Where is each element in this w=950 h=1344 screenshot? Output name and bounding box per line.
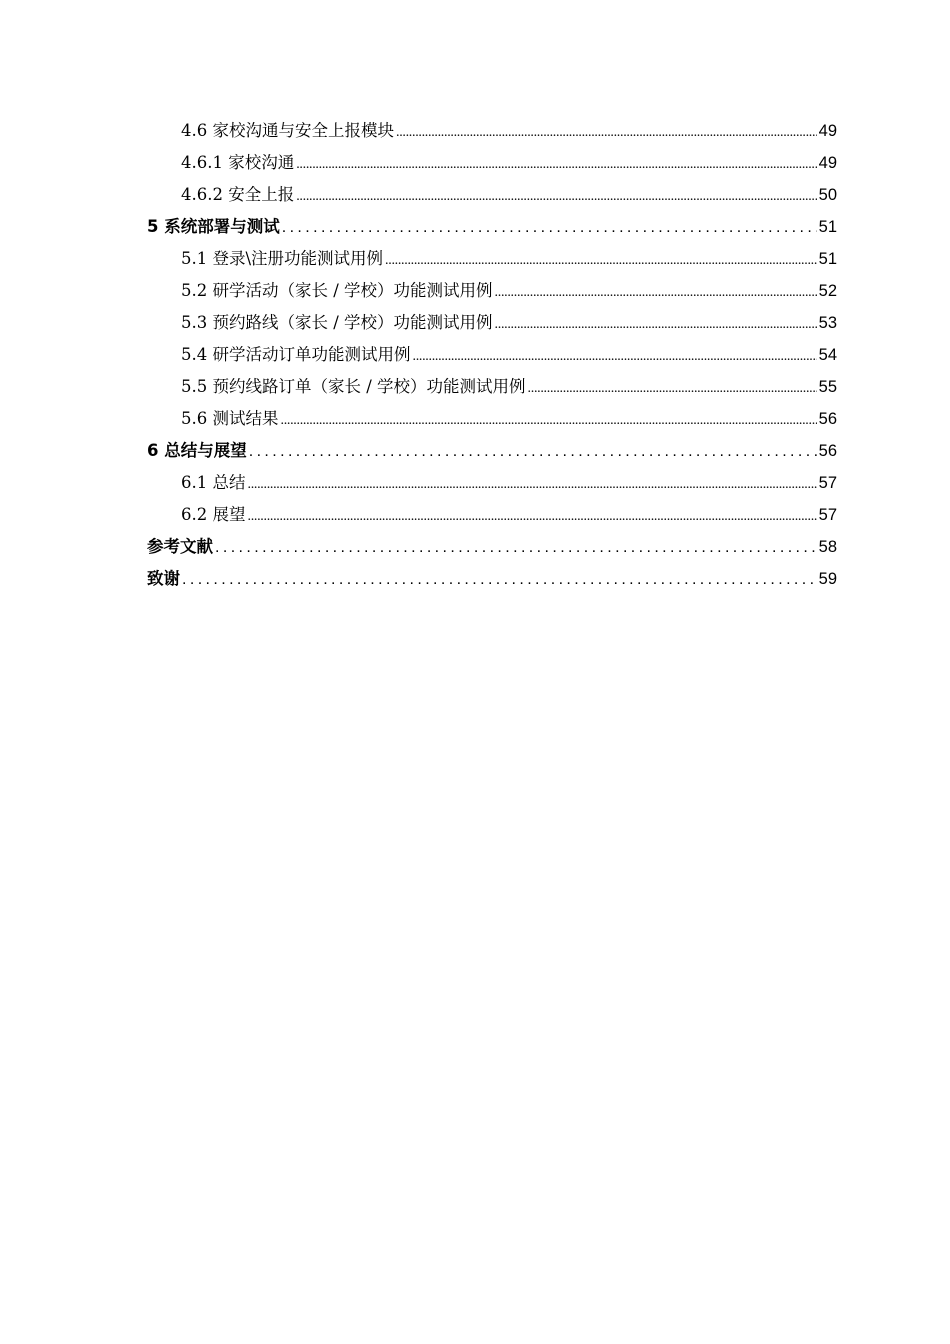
toc-entry-6-2[interactable] [0, 499, 950, 531]
toc-chapter-title: 6 总结与展望 [147, 440, 247, 460]
dot-leader [215, 538, 817, 556]
toc-page-number: 49 [818, 153, 837, 172]
toc-entry-5-3[interactable] [0, 307, 950, 339]
toc-page-number: 58 [818, 537, 837, 556]
dot-leader [528, 378, 817, 396]
toc-page-number: 52 [818, 281, 837, 300]
toc-entry-5-5[interactable] [0, 371, 950, 403]
toc-entry-6-1[interactable] [0, 467, 950, 499]
toc-page-number: 56 [818, 409, 837, 428]
toc-entry-title: 5.6 测试结果 [181, 408, 279, 428]
table-of-contents [0, 115, 950, 595]
toc-entry-5-6[interactable] [0, 403, 950, 435]
toc-page-number: 57 [818, 473, 837, 492]
dot-leader [248, 474, 817, 492]
toc-chapter-5[interactable] [0, 211, 950, 243]
toc-entry-5-4[interactable] [0, 339, 950, 371]
toc-page-number: 59 [818, 569, 837, 588]
toc-chapter-title: 参考文献 [147, 536, 213, 556]
toc-entry-title: 4.6.1 家校沟通 [181, 152, 295, 172]
toc-entry-title: 4.6.2 安全上报 [181, 184, 295, 204]
toc-entry-title: 5.2 研学活动（家长 / 学校）功能测试用例 [181, 280, 493, 300]
toc-page-number: 56 [818, 441, 837, 460]
dot-leader [385, 250, 817, 268]
dot-leader [248, 506, 817, 524]
toc-page-number: 53 [818, 313, 837, 332]
dot-leader [413, 346, 817, 364]
toc-page-number: 50 [818, 185, 837, 204]
dot-leader [296, 186, 816, 204]
toc-entry-title: 6.2 展望 [181, 504, 246, 524]
dot-leader [282, 218, 817, 236]
toc-chapter-title: 致谢 [147, 568, 180, 588]
toc-page-number: 51 [818, 217, 837, 236]
toc-references[interactable] [0, 531, 950, 563]
toc-page-number: 49 [818, 121, 837, 140]
toc-page-number: 54 [818, 345, 837, 364]
dot-leader [396, 122, 817, 140]
dot-leader [249, 442, 817, 460]
dot-leader [495, 314, 817, 332]
toc-entry-4-6[interactable] [0, 115, 950, 147]
toc-entry-4-6-2[interactable] [0, 179, 950, 211]
toc-page-number: 51 [818, 249, 837, 268]
dot-leader [296, 154, 816, 172]
toc-entry-title: 5.5 预约线路订单（家长 / 学校）功能测试用例 [181, 376, 526, 396]
toc-entry-5-1[interactable] [0, 243, 950, 275]
dot-leader [182, 570, 817, 588]
toc-entry-5-2[interactable] [0, 275, 950, 307]
toc-chapter-6[interactable] [0, 435, 950, 467]
toc-entry-title: 5.4 研学活动订单功能测试用例 [181, 344, 411, 364]
toc-chapter-title: 5 系统部署与测试 [147, 216, 280, 236]
toc-entry-title: 5.1 登录\注册功能测试用例 [181, 248, 384, 268]
toc-page-number: 57 [818, 505, 837, 524]
toc-entry-title: 4.6 家校沟通与安全上报模块 [181, 120, 394, 140]
toc-page-number: 55 [818, 377, 837, 396]
toc-entry-title: 5.3 预约路线（家长 / 学校）功能测试用例 [181, 312, 493, 332]
toc-acknowledgements[interactable] [0, 563, 950, 595]
dot-leader [281, 410, 817, 428]
dot-leader [495, 282, 817, 300]
toc-entry-title: 6.1 总结 [181, 472, 246, 492]
toc-entry-4-6-1[interactable] [0, 147, 950, 179]
